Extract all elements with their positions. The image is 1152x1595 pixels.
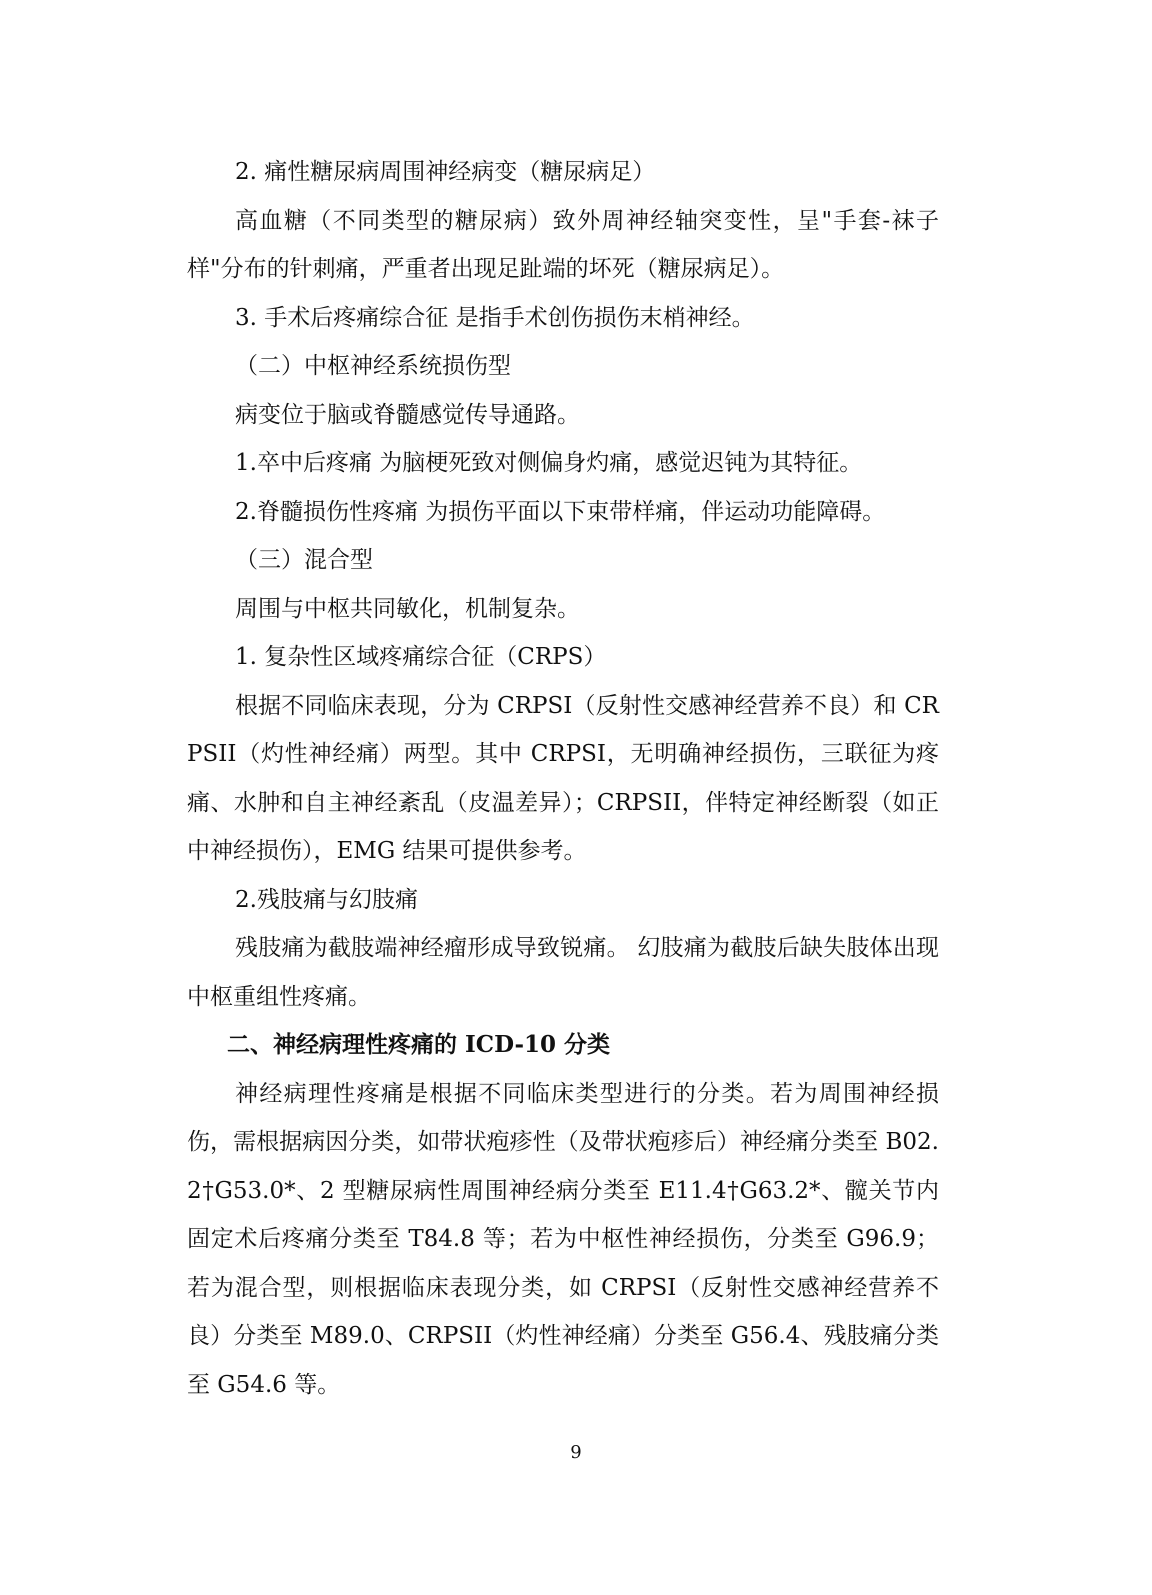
paragraph: 病变位于脑或脊髓感觉传导通路。 xyxy=(235,401,580,428)
paragraph: 1.卒中后疼痛 为脑梗死致对侧偏身灼痛，感觉迟钝为其特征。 xyxy=(235,450,863,476)
paragraph: 2.脊髓损伤性疼痛 为损伤平面以下束带样痛，伴运动功能障碍。 xyxy=(235,498,886,525)
section-heading: 二、神经病理性疼痛的 ICD-10 分类 xyxy=(227,1031,611,1058)
paragraph: 高血糖（不同类型的糖尿病）致外周神经轴突变性，呈"手套-袜子样"分布的针刺痛，严重者出现足趾端的坏死（糖尿病足）。 xyxy=(187,207,939,282)
paragraph: 2. 痛性糖尿病周围神经病变（糖尿病足） xyxy=(235,159,656,185)
paragraph: 周围与中枢共同敏化，机制复杂。 xyxy=(235,595,580,622)
subsection-heading: （三）混合型 xyxy=(235,547,373,573)
subsection-heading: （二）中枢神经系统损伤型 xyxy=(235,353,511,379)
page-number: 9 xyxy=(570,1442,582,1463)
paragraph: 根据不同临床表现，分为 CRPSI（反射性交感神经营养不良）和 CRPSII（灼性神经痛）两型。其中 CRPSI，无明确神经损伤，三联征为疼痛、水肿和自主神经紊乱（皮温差异）；CRPSII，伴特定神经断裂（如正中神经损伤），EMG 结果可提供参考。 xyxy=(187,692,939,864)
document-body xyxy=(187,148,939,1409)
paragraph: 1. 复杂性区域疼痛综合征（CRPS） xyxy=(235,644,607,670)
paragraph: 神经病理性疼痛是根据不同临床类型进行的分类。若为周围神经损伤，需根据病因分类，如带状疱疹性（及带状疱疹后）神经痛分类至 B02.2†G53.0*、2 型糖尿病性周围神经病分类至 E11.4†G63.2*、髋关节内固定术后疼痛分类至 T84.8 等；若为中枢性神经损伤，分类至 G96.9；若为混合型，则根据临床表现分类，如 CRPSI（反射性交感神经营养不良）分类至 M89.0、CRPSII（灼性神经痛）分类至 G56.4、残肢痛分类至 G54.6 等。 xyxy=(187,1080,939,1398)
paragraph: 残肢痛为截肢端神经瘤形成导致锐痛。 幻肢痛为截肢后缺失肢体出现中枢重组性疼痛。 xyxy=(187,935,939,1010)
paragraph: 3. 手术后疼痛综合征 是指手术创伤损伤末梢神经。 xyxy=(235,304,755,331)
paragraph: 2.残肢痛与幻肢痛 xyxy=(235,886,418,913)
